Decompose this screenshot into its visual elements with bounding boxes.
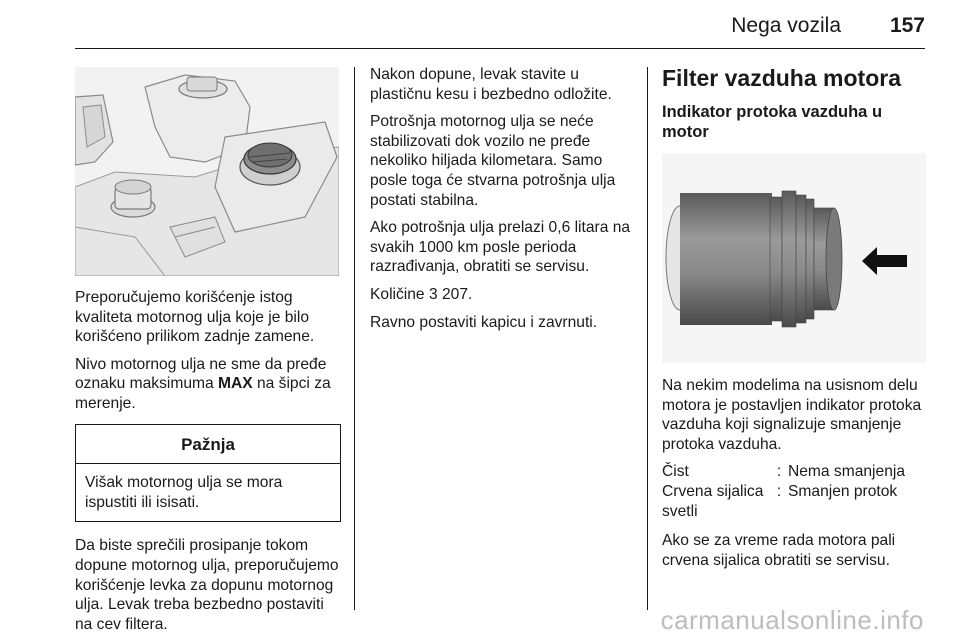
paragraph	[75, 355, 341, 414]
text-span: na šipci za merenje.	[75, 375, 331, 412]
table-row	[662, 462, 927, 482]
subsection-heading: Indikator protoka vazduha u motor	[662, 103, 883, 141]
air-flow-indicator-drawing	[662, 153, 926, 363]
air-filter-text	[662, 376, 927, 578]
engine-bay-drawing	[75, 67, 339, 276]
section-title: Nega vozila	[731, 14, 841, 37]
page-ref-arrow-icon: 3	[428, 285, 438, 303]
page-reference: 207.	[437, 285, 473, 303]
indicator-table	[662, 462, 927, 521]
paragraph: Nakon dopune, levak stavite u plastičnu kesu i bezbedno odložite.	[370, 66, 612, 103]
table-row	[662, 482, 927, 521]
paragraph: Ravno postaviti kapicu i zavrnuti.	[370, 313, 598, 331]
page-number: 157	[889, 14, 925, 37]
column-2	[370, 65, 635, 340]
paragraph	[370, 285, 635, 305]
paragraph: Da biste sprečili prosipanje tokom dopune motornog ulja, preporučujemo korišćenje levka za dopunu motornog ulja. Levak treba bezbedno postaviti na cev filtera.	[75, 537, 339, 633]
table-cell-sep: :	[776, 463, 782, 481]
caution-body: Višak motornog ulja se mora ispustiti ili isisati.	[85, 474, 283, 511]
table-cell-label: Čist	[662, 463, 689, 481]
column-1	[75, 288, 341, 642]
paragraph: Preporučujemo korišćenje istog kvaliteta motornog ulja koje je bilo korišćeno prilikom zadnje zamene.	[75, 289, 315, 346]
column-divider-2	[647, 67, 648, 610]
max-label: MAX	[218, 375, 253, 393]
paragraph: Ako se za vreme rada motora pali crvena sijalica obratiti se servisu.	[662, 532, 896, 569]
table-cell-value: Smanjen protok	[788, 482, 898, 500]
column-3	[662, 64, 927, 142]
paragraph: Potrošnja motornog ulja se neće stabilizovati dok vozilo ne pređe nekoliko hiljada kilometara. Samo posle toga će stvarna potrošnja ulja postati stabilna.	[370, 113, 616, 209]
air-flow-indicator-illustration	[662, 153, 926, 363]
table-cell-label: Crvena sijalica svetli	[662, 482, 764, 520]
table-cell-sep: :	[776, 482, 782, 500]
engine-oil-filler-illustration	[75, 67, 339, 276]
watermark: carmanualsonline.info	[660, 605, 924, 635]
page-header	[75, 0, 925, 49]
text-span: Količine	[370, 285, 429, 303]
column-divider-1	[354, 67, 355, 610]
caution-title: Pažnja	[76, 425, 340, 465]
paragraph: Ako potrošnja ulja prelazi 0,6 litara na svakih 1000 km posle perioda razrađivanja, obratiti se servisu.	[370, 219, 631, 276]
paragraph: Na nekim modelima na usisnom delu motora je postavljen indikator protoka vazduha koji signalizuje smanjenje protoka vazduha.	[662, 377, 922, 453]
section-heading: Filter vazduha motora	[662, 65, 901, 91]
table-cell-value: Nema smanjenja	[788, 463, 906, 481]
text-span: Nivo motornog ulja ne sme da pređe oznaku maksimuma	[75, 355, 327, 393]
caution-box	[75, 424, 341, 523]
